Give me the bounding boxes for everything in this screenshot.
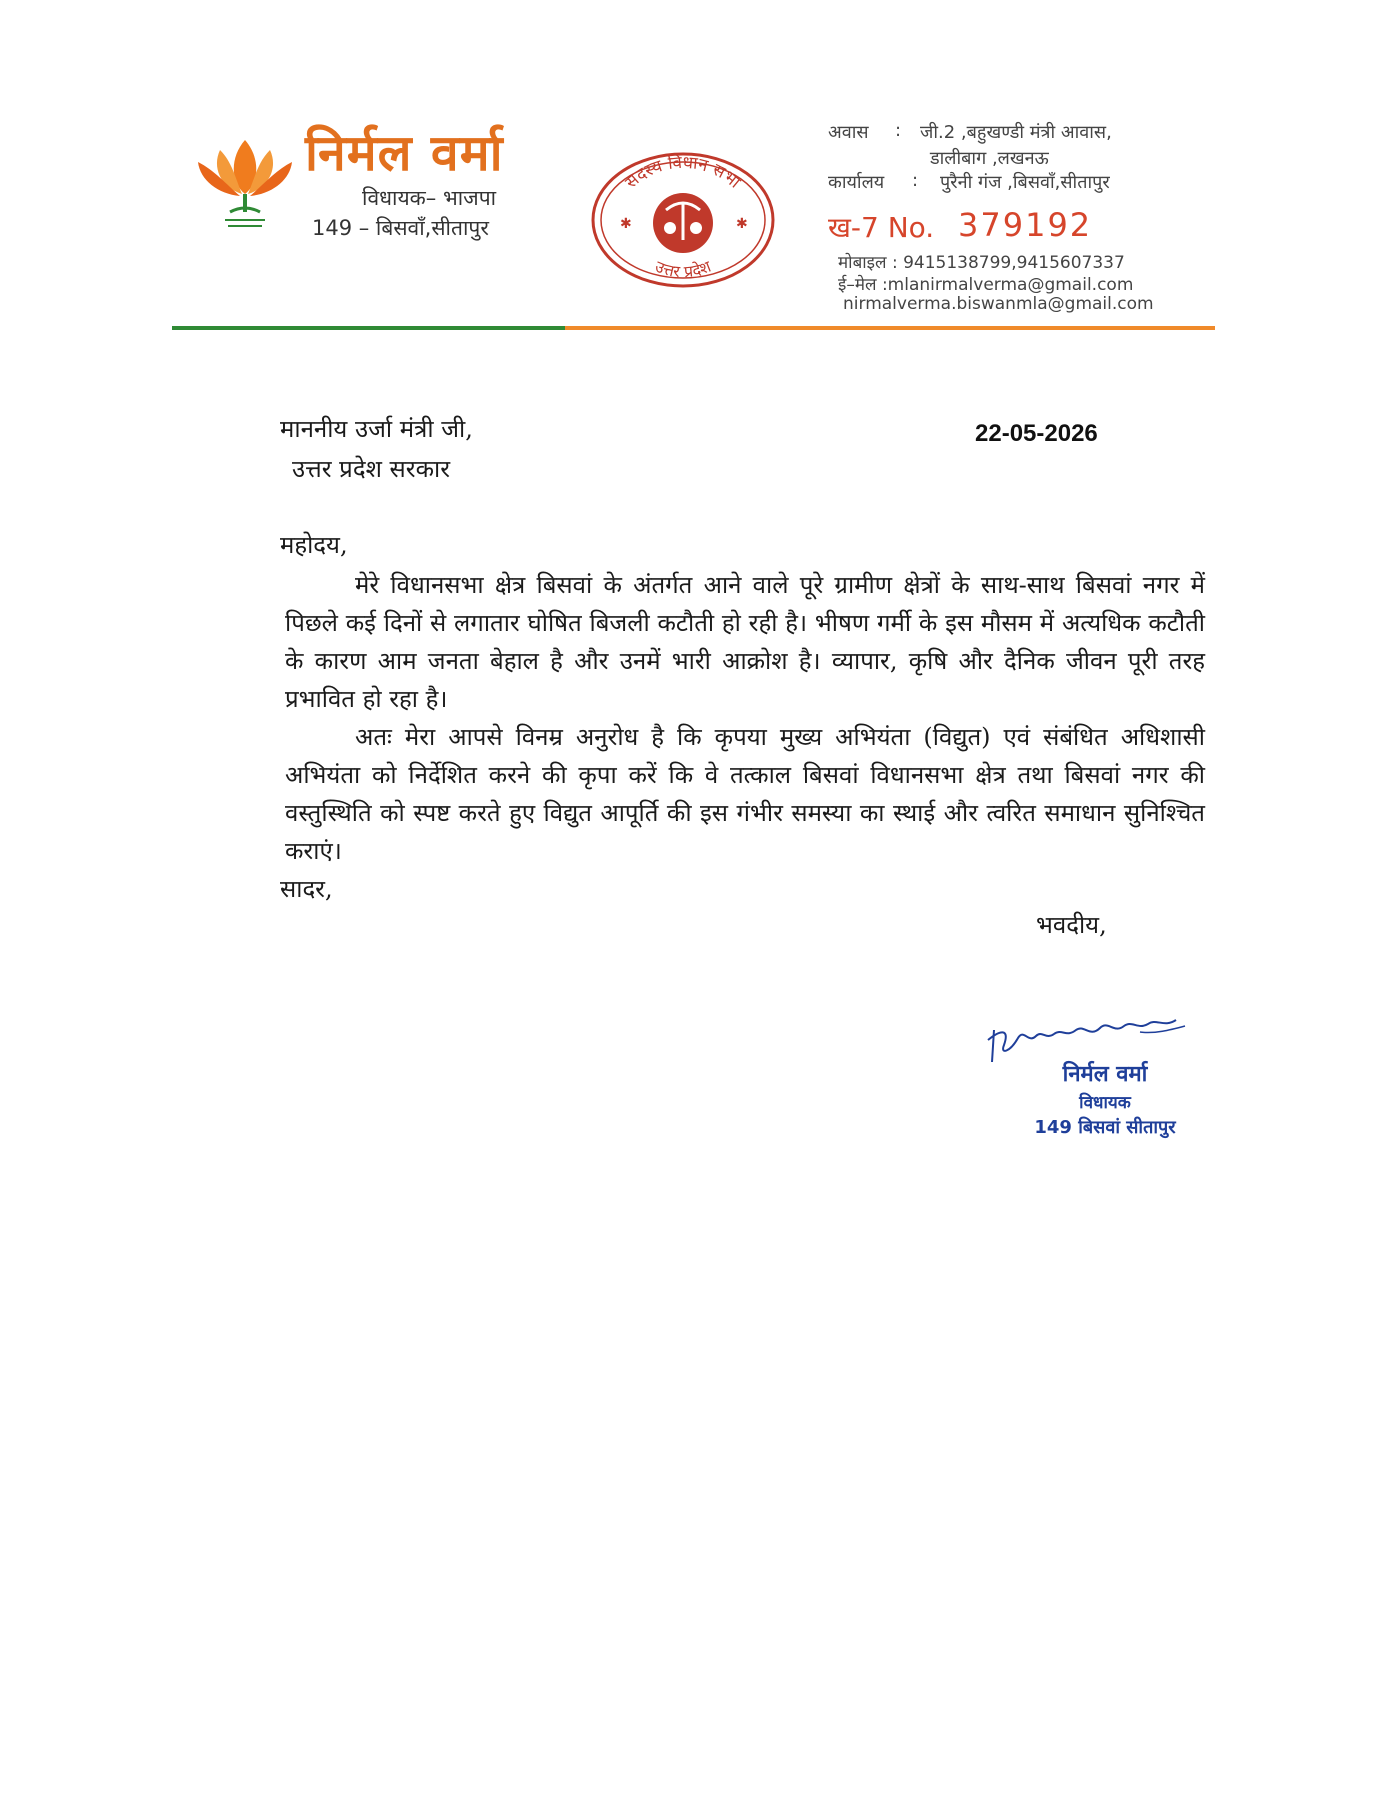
letterhead-designation: विधायक– भाजपा <box>362 186 497 210</box>
bjp-lotus-logo <box>190 132 300 232</box>
svg-text:सदस्य विधान सभा <box>622 152 745 193</box>
salutation: महोदय, <box>280 531 348 559</box>
email-primary: ई–मेल :mlanirmalverma@gmail.com <box>838 275 1134 295</box>
recipient-line2: उत्तर प्रदेश सरकार <box>292 455 451 483</box>
signature-place: 149 बिसवां सीतापुर <box>1034 1117 1176 1138</box>
email-secondary: nirmalverma.biswanmla@gmail.com <box>843 294 1154 314</box>
recipient-line1: माननीय उर्जा मंत्री जी, <box>280 415 473 443</box>
signature-block <box>1000 1058 1210 1139</box>
letterhead-divider-green <box>172 326 565 330</box>
valediction: भवदीय, <box>1036 911 1107 939</box>
serial-number: 379192 <box>958 206 1093 244</box>
office-value: पुरैनी गंज ,बिसवाँ,सीतापुर <box>940 172 1110 193</box>
signature-name: निर्मल वर्मा <box>1062 1062 1148 1087</box>
mobile-numbers: मोबाइल : 9415138799,9415607337 <box>838 253 1125 273</box>
colon: : <box>895 120 902 141</box>
closing: सादर, <box>280 875 333 903</box>
colon: : <box>912 170 919 191</box>
svg-text:उत्तर प्रदेश <box>652 256 714 281</box>
paragraph-1: मेरे विधानसभा क्षेत्र बिसवां के अंतर्गत आने वाले पूरे ग्रामीण क्षेत्रों के साथ-साथ बिसवां नगर में पिछले कई दिनों से लगातार घोषित बिजली कटौती हो रही है। भीषण गर्मी के इस मौसम में अत्यधिक कटौती के कारण आम जनता बेहाल है और उनमें भारी आक्रोश है। व्यापार, कृषि और दैनिक जीवन पूरी तरह प्रभावित हो रहा है। <box>285 571 1205 713</box>
svg-text:✱: ✱ <box>736 216 748 232</box>
residence-label: अवास <box>828 122 869 143</box>
signature-role: विधायक <box>1079 1093 1131 1113</box>
office-label: कार्यालय <box>828 172 885 193</box>
letter-date: 22-05-2026 <box>975 420 1098 447</box>
seal-bottom-text: उत्तर प्रदेश <box>652 256 714 282</box>
letterhead-constituency: 149 – बिसवाँ,सीतापुर <box>312 216 489 240</box>
residence-line1: जी.2 ,बहुखण्डी मंत्री आवास, <box>920 122 1112 143</box>
seal-top-text: सदस्य विधान सभा <box>621 152 745 193</box>
serial-prefix: ख-7 No. <box>828 211 935 244</box>
paragraph-2: अतः मेरा आपसे विनम्र अनुरोध है कि कृपया मुख्य अभियंता (विद्युत) एवं संबंधित अधिशासी अभियंता को निर्देशित करने की कृपा करें कि वे तत्काल बिसवां विधानसभा क्षेत्र तथा बिसवां नगर की वस्तुस्थिति को स्पष्ट करते हुए विद्युत आपूर्ति की इस गंभीर समस्या का स्थाई और त्वरित समाधान सुनिश्चित कराएं। <box>285 723 1205 865</box>
assembly-seal-emblem <box>588 148 778 288</box>
svg-text:✱: ✱ <box>620 216 632 232</box>
letterhead-divider-orange <box>565 326 1215 330</box>
residence-line2: डालीबाग ,लखनऊ <box>930 148 1049 169</box>
letterhead-name: निर्मल वर्मा <box>305 124 504 182</box>
